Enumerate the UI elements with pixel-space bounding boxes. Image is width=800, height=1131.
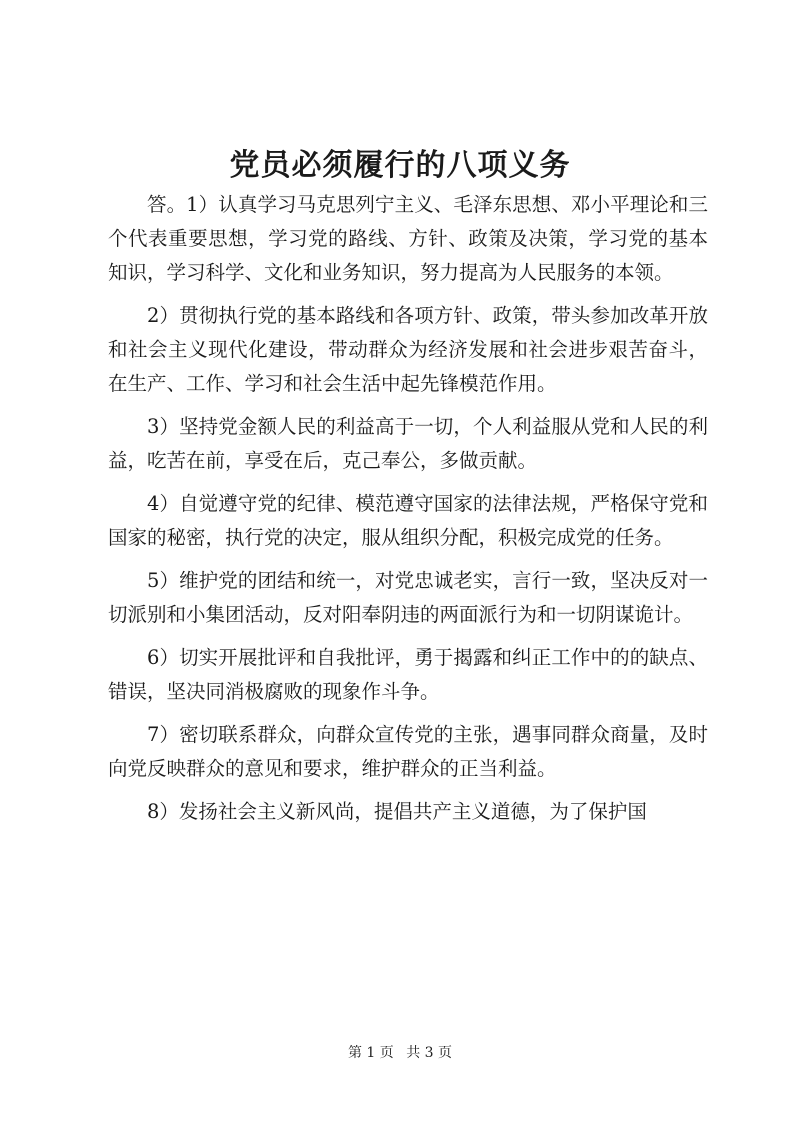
paragraph-6: 6）切实开展批评和自我批评，勇于揭露和纠正工作中的的缺点、错误，坚决同消极腐败的现象作斗争。	[108, 646, 708, 703]
page-number: 第 1 页	[347, 1045, 394, 1061]
paragraph-4: 4）自觉遵守党的纪律、模范遵守国家的法律法规，严格保守党和国家的秘密，执行党的决定，服从组织分配，积极完成党的任务。	[108, 492, 708, 549]
paragraph-5: 5）维护党的团结和统一，对党忠诚老实，言行一致，坚决反对一切派别和小集团活动，反对阳奉阴违的两面派行为和一切阴谋诡计。	[108, 569, 708, 626]
page-footer	[0, 1042, 800, 1062]
paragraph-2: 2）贯彻执行党的基本路线和各项方针、政策，带头参加改革开放和社会主义现代化建设，带动群众为经济发展和社会进步艰苦奋斗，在生产、工作、学习和社会生活中起先锋模范作用。	[108, 304, 708, 395]
page-total: 共 3 页	[406, 1045, 453, 1061]
document-body	[108, 188, 708, 838]
paragraph-3: 3）坚持党金额人民的利益高于一切，个人利益服从党和人民的利益，吃苦在前，享受在后，克己奉公，多做贡献。	[108, 415, 708, 472]
paragraph-1: 答。1）认真学习马克思列宁主义、毛泽东思想、邓小平理论和三个代表重要思想，学习党的路线、方针、政策及决策，学习党的基本知识，学习科学、文化和业务知识，努力提高为人民服务的本领。	[108, 193, 708, 284]
paragraph-7: 7）密切联系群众，向群众宣传党的主张，遇事同群众商量，及时向党反映群众的意见和要求，维护群众的正当利益。	[108, 723, 708, 780]
document-title: 党员必须履行的八项义务	[229, 148, 571, 183]
paragraph-8: 8）发扬社会主义新风尚，提倡共产主义道德，为了保护国	[147, 800, 647, 823]
